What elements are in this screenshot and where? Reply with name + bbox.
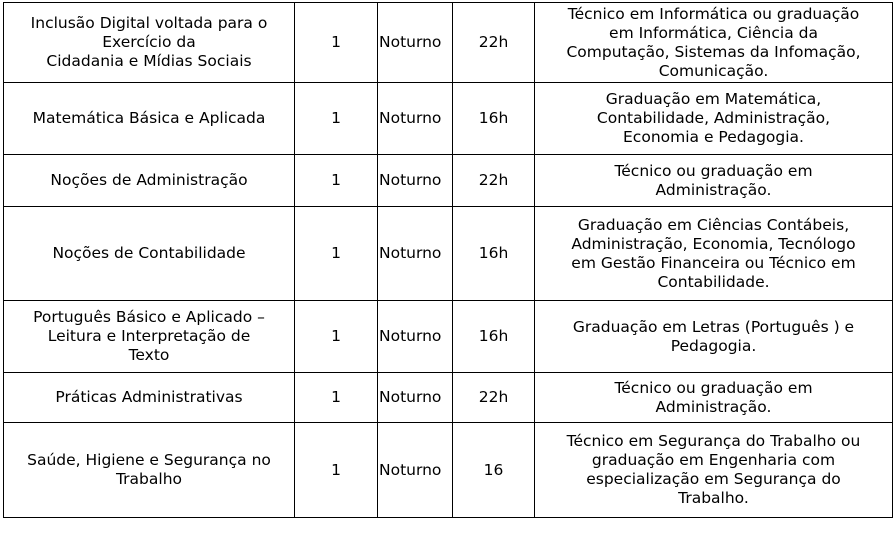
disciplina-cell [4, 207, 295, 301]
turno-cell: Noturno [378, 3, 453, 83]
disciplina-line: Cidadania e Mídias Sociais [46, 52, 252, 70]
carga-cell: 16h [453, 83, 535, 155]
turno-cell: Noturno [378, 373, 453, 423]
table-row [4, 155, 893, 207]
requisito-line: Graduação em Ciências Contábeis, [577, 215, 850, 234]
turno-cell: Noturno [378, 423, 453, 518]
requisito-line: Graduação em Matemática, [605, 90, 822, 108]
requisito-cell [535, 83, 893, 155]
disciplina-line: Inclusão Digital voltada para o [30, 14, 268, 32]
requisito-cell [535, 423, 893, 518]
vagas-cell: 1 [295, 83, 378, 155]
disciplina-line: Noções de Contabilidade [52, 244, 246, 262]
vagas-cell: 1 [295, 3, 378, 83]
disciplina-line: Exercício da [102, 33, 196, 51]
courses-table [3, 2, 893, 518]
disciplina-line: Saúde, Higiene e Segurança no [27, 451, 271, 469]
disciplina-cell [4, 373, 295, 423]
requisito-cell [535, 373, 893, 423]
carga-cell: 16h [453, 207, 535, 301]
requisito-line: Administração, Economia, Tecnólogo [571, 234, 856, 253]
disciplina-cell [4, 301, 295, 373]
requisito-cell [535, 301, 893, 373]
turno-cell: Noturno [378, 301, 453, 373]
vagas-cell: 1 [295, 155, 378, 207]
requisito-line: em Informática, Ciência da [609, 23, 818, 42]
requisito-line: Economia e Pedagogia. [623, 128, 804, 146]
vagas-cell: 1 [295, 207, 378, 301]
requisito-line: Técnico ou graduação em [614, 161, 813, 180]
table-row [4, 83, 893, 155]
disciplina-cell [4, 3, 295, 83]
carga-cell: 22h [453, 373, 535, 423]
disciplina-line: Práticas Administrativas [55, 388, 243, 406]
requisito-line: Administração. [655, 397, 772, 416]
requisito-cell [535, 155, 893, 207]
carga-cell: 22h [453, 155, 535, 207]
requisito-line: Técnico em Segurança do Trabalho ou [566, 432, 861, 450]
carga-cell: 22h [453, 3, 535, 83]
disciplina-line: Noções de Administração [50, 171, 248, 189]
disciplina-line: Português Básico e Aplicado – [33, 308, 265, 326]
vagas-cell: 1 [295, 301, 378, 373]
vagas-cell: 1 [295, 423, 378, 518]
disciplina-line: Trabalho [115, 470, 182, 488]
requisito-line: Técnico em Informática ou graduação [567, 4, 860, 23]
requisito-line: Contabilidade. [657, 272, 770, 291]
requisito-line: especialização em Segurança do [586, 470, 841, 488]
carga-cell: 16 [453, 423, 535, 518]
requisito-line: Pedagogia. [670, 336, 757, 355]
table-row [4, 207, 893, 301]
turno-cell: Noturno [378, 155, 453, 207]
requisito-line: Contabilidade, Administração, [596, 109, 831, 127]
disciplina-cell [4, 83, 295, 155]
disciplina-cell [4, 423, 295, 518]
carga-cell: 16h [453, 301, 535, 373]
turno-cell: Noturno [378, 83, 453, 155]
requisito-cell [535, 3, 893, 83]
table-row [4, 301, 893, 373]
table-row [4, 373, 893, 423]
vagas-cell: 1 [295, 373, 378, 423]
requisito-line: Comunicação. [658, 61, 769, 80]
disciplina-line: Matemática Básica e Aplicada [32, 109, 266, 127]
requisito-line: Técnico ou graduação em [614, 378, 813, 397]
requisito-line: Graduação em Letras (Português ) e [572, 317, 855, 336]
turno-cell: Noturno [378, 207, 453, 301]
disciplina-cell [4, 155, 295, 207]
requisito-line: graduação em Engenharia com [591, 451, 836, 469]
requisito-cell [535, 207, 893, 301]
requisito-line: Administração. [655, 180, 772, 199]
requisito-line: em Gestão Financeira ou Técnico em [571, 253, 856, 272]
disciplina-line: Texto [128, 346, 170, 364]
table-row [4, 3, 893, 83]
requisito-line: Trabalho. [678, 489, 749, 507]
disciplina-line: Leitura e Interpretação de [47, 327, 251, 345]
table-row [4, 423, 893, 518]
requisito-line: Computação, Sistemas da Infomação, [566, 42, 861, 61]
